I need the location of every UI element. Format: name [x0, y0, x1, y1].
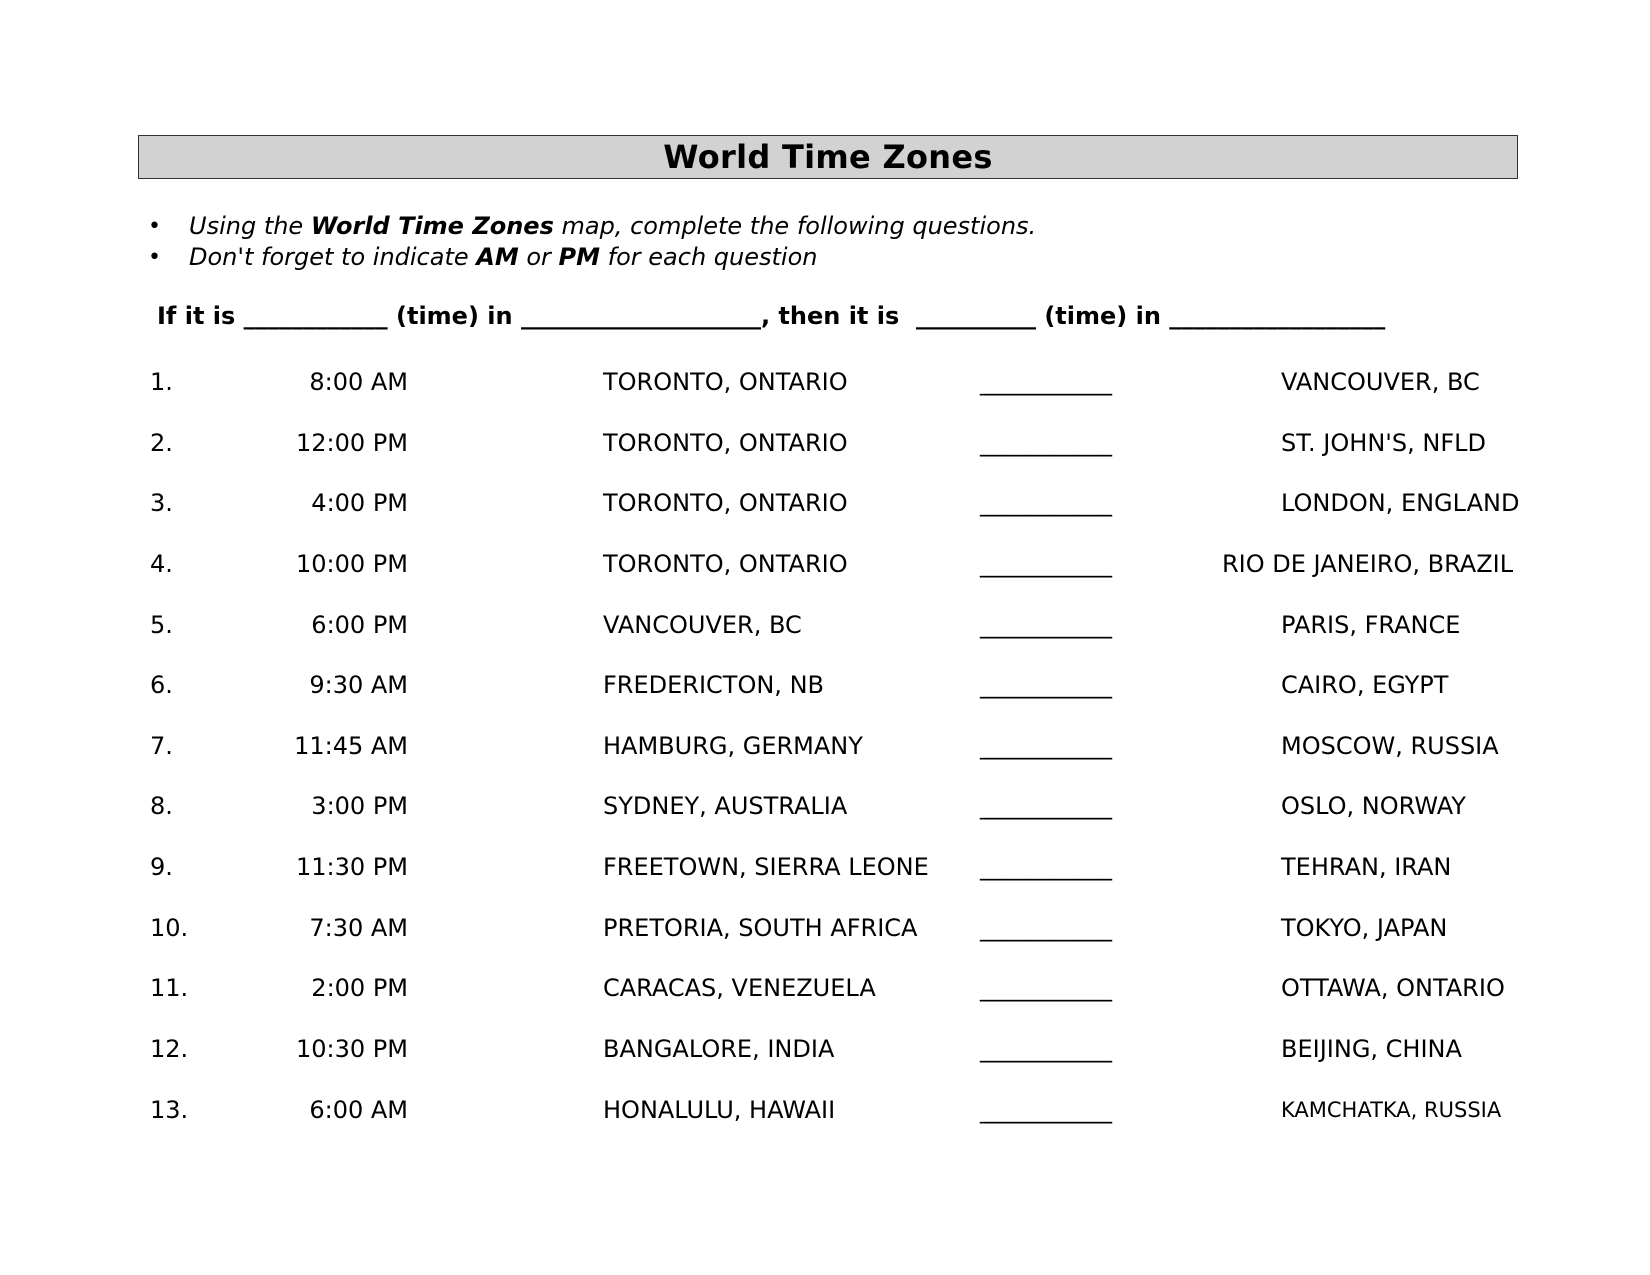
- given-time: 3:00 PM: [311, 792, 408, 820]
- given-time: 6:00 PM: [311, 611, 408, 639]
- question-row: [0, 671, 1650, 711]
- from-city: SYDNEY, AUSTRALIA: [603, 792, 848, 820]
- from-city: TORONTO, ONTARIO: [603, 429, 848, 457]
- answer-blank[interactable]: ___________: [980, 792, 1112, 820]
- from-city: FREDERICTON, NB: [603, 671, 824, 699]
- question-number: 8.: [150, 792, 173, 820]
- question-number: 11.: [150, 974, 189, 1002]
- given-time: 4:00 PM: [311, 489, 408, 517]
- instruction-list: [148, 211, 1036, 273]
- question-number: 3.: [150, 489, 173, 517]
- from-city: HAMBURG, GERMANY: [603, 732, 863, 760]
- given-time: 12:00 PM: [296, 429, 408, 457]
- answer-blank[interactable]: ___________: [980, 853, 1112, 881]
- given-time: 10:30 PM: [296, 1035, 408, 1063]
- answer-blank[interactable]: ___________: [980, 1096, 1112, 1124]
- question-number: 10.: [150, 914, 189, 942]
- to-city: OTTAWA, ONTARIO: [1281, 974, 1505, 1002]
- question-number: 1.: [150, 368, 173, 396]
- question-row: [0, 429, 1650, 469]
- to-city: BEIJING, CHINA: [1281, 1035, 1462, 1063]
- to-city: CAIRO, EGYPT: [1281, 671, 1449, 699]
- question-number: 9.: [150, 853, 173, 881]
- question-row: [0, 1096, 1650, 1136]
- answer-blank[interactable]: ___________: [980, 914, 1112, 942]
- question-number: 13.: [150, 1096, 189, 1124]
- from-city: PRETORIA, SOUTH AFRICA: [603, 914, 918, 942]
- to-city: MOSCOW, RUSSIA: [1281, 732, 1499, 760]
- title-banner: [138, 135, 1518, 179]
- page-title: World Time Zones: [663, 138, 993, 176]
- question-row: [0, 853, 1650, 893]
- given-time: 7:30 AM: [309, 914, 408, 942]
- question-row: [0, 550, 1650, 590]
- instruction-item: • Don't forget to indicate AM or PM for each question: [148, 243, 818, 271]
- answer-blank[interactable]: ___________: [980, 1035, 1112, 1063]
- question-number: 12.: [150, 1035, 189, 1063]
- given-time: 9:30 AM: [309, 671, 408, 699]
- question-row: [0, 489, 1650, 529]
- from-city: FREETOWN, SIERRA LEONE: [603, 853, 929, 881]
- from-city: TORONTO, ONTARIO: [603, 368, 848, 396]
- bullet-icon: •: [148, 214, 161, 239]
- question-row: [0, 974, 1650, 1014]
- to-city: VANCOUVER, BC: [1281, 368, 1480, 396]
- given-time: 6:00 AM: [309, 1096, 408, 1124]
- to-city: TOKYO, JAPAN: [1281, 914, 1448, 942]
- answer-blank[interactable]: ___________: [980, 671, 1112, 699]
- question-row: [0, 732, 1650, 772]
- question-row: [0, 1035, 1650, 1075]
- question-row: [0, 611, 1650, 651]
- question-number: 7.: [150, 732, 173, 760]
- bullet-icon: •: [148, 245, 161, 270]
- answer-blank[interactable]: ___________: [980, 429, 1112, 457]
- to-city: RIO DE JANEIRO, BRAZIL: [1222, 550, 1514, 578]
- answer-blank[interactable]: ___________: [980, 489, 1112, 517]
- from-city: TORONTO, ONTARIO: [603, 489, 848, 517]
- answer-blank[interactable]: ___________: [980, 611, 1112, 639]
- question-template-header: If it is ____________ (time) in ____________________, then it is __________ (time) in __________________: [157, 302, 1386, 330]
- to-city: KAMCHATKA, RUSSIA: [1281, 1098, 1502, 1122]
- question-number: 5.: [150, 611, 173, 639]
- from-city: HONALULU, HAWAII: [603, 1096, 836, 1124]
- question-row: [0, 792, 1650, 832]
- question-row: [0, 914, 1650, 954]
- instruction-item: • Using the World Time Zones map, complete the following questions.: [148, 212, 1037, 240]
- question-number: 2.: [150, 429, 173, 457]
- given-time: 11:30 PM: [296, 853, 408, 881]
- from-city: VANCOUVER, BC: [603, 611, 802, 639]
- question-row: [0, 368, 1650, 408]
- from-city: CARACAS, VENEZUELA: [603, 974, 876, 1002]
- question-number: 6.: [150, 671, 173, 699]
- from-city: BANGALORE, INDIA: [603, 1035, 835, 1063]
- answer-blank[interactable]: ___________: [980, 550, 1112, 578]
- question-number: 4.: [150, 550, 173, 578]
- answer-blank[interactable]: ___________: [980, 368, 1112, 396]
- to-city: OSLO, NORWAY: [1281, 792, 1466, 820]
- to-city: PARIS, FRANCE: [1281, 611, 1461, 639]
- given-time: 11:45 AM: [294, 732, 408, 760]
- answer-blank[interactable]: ___________: [980, 732, 1112, 760]
- to-city: TEHRAN, IRAN: [1281, 853, 1452, 881]
- given-time: 8:00 AM: [309, 368, 408, 396]
- given-time: 10:00 PM: [296, 550, 408, 578]
- from-city: TORONTO, ONTARIO: [603, 550, 848, 578]
- to-city: LONDON, ENGLAND: [1281, 489, 1520, 517]
- answer-blank[interactable]: ___________: [980, 974, 1112, 1002]
- given-time: 2:00 PM: [311, 974, 408, 1002]
- to-city: ST. JOHN'S, NFLD: [1281, 429, 1486, 457]
